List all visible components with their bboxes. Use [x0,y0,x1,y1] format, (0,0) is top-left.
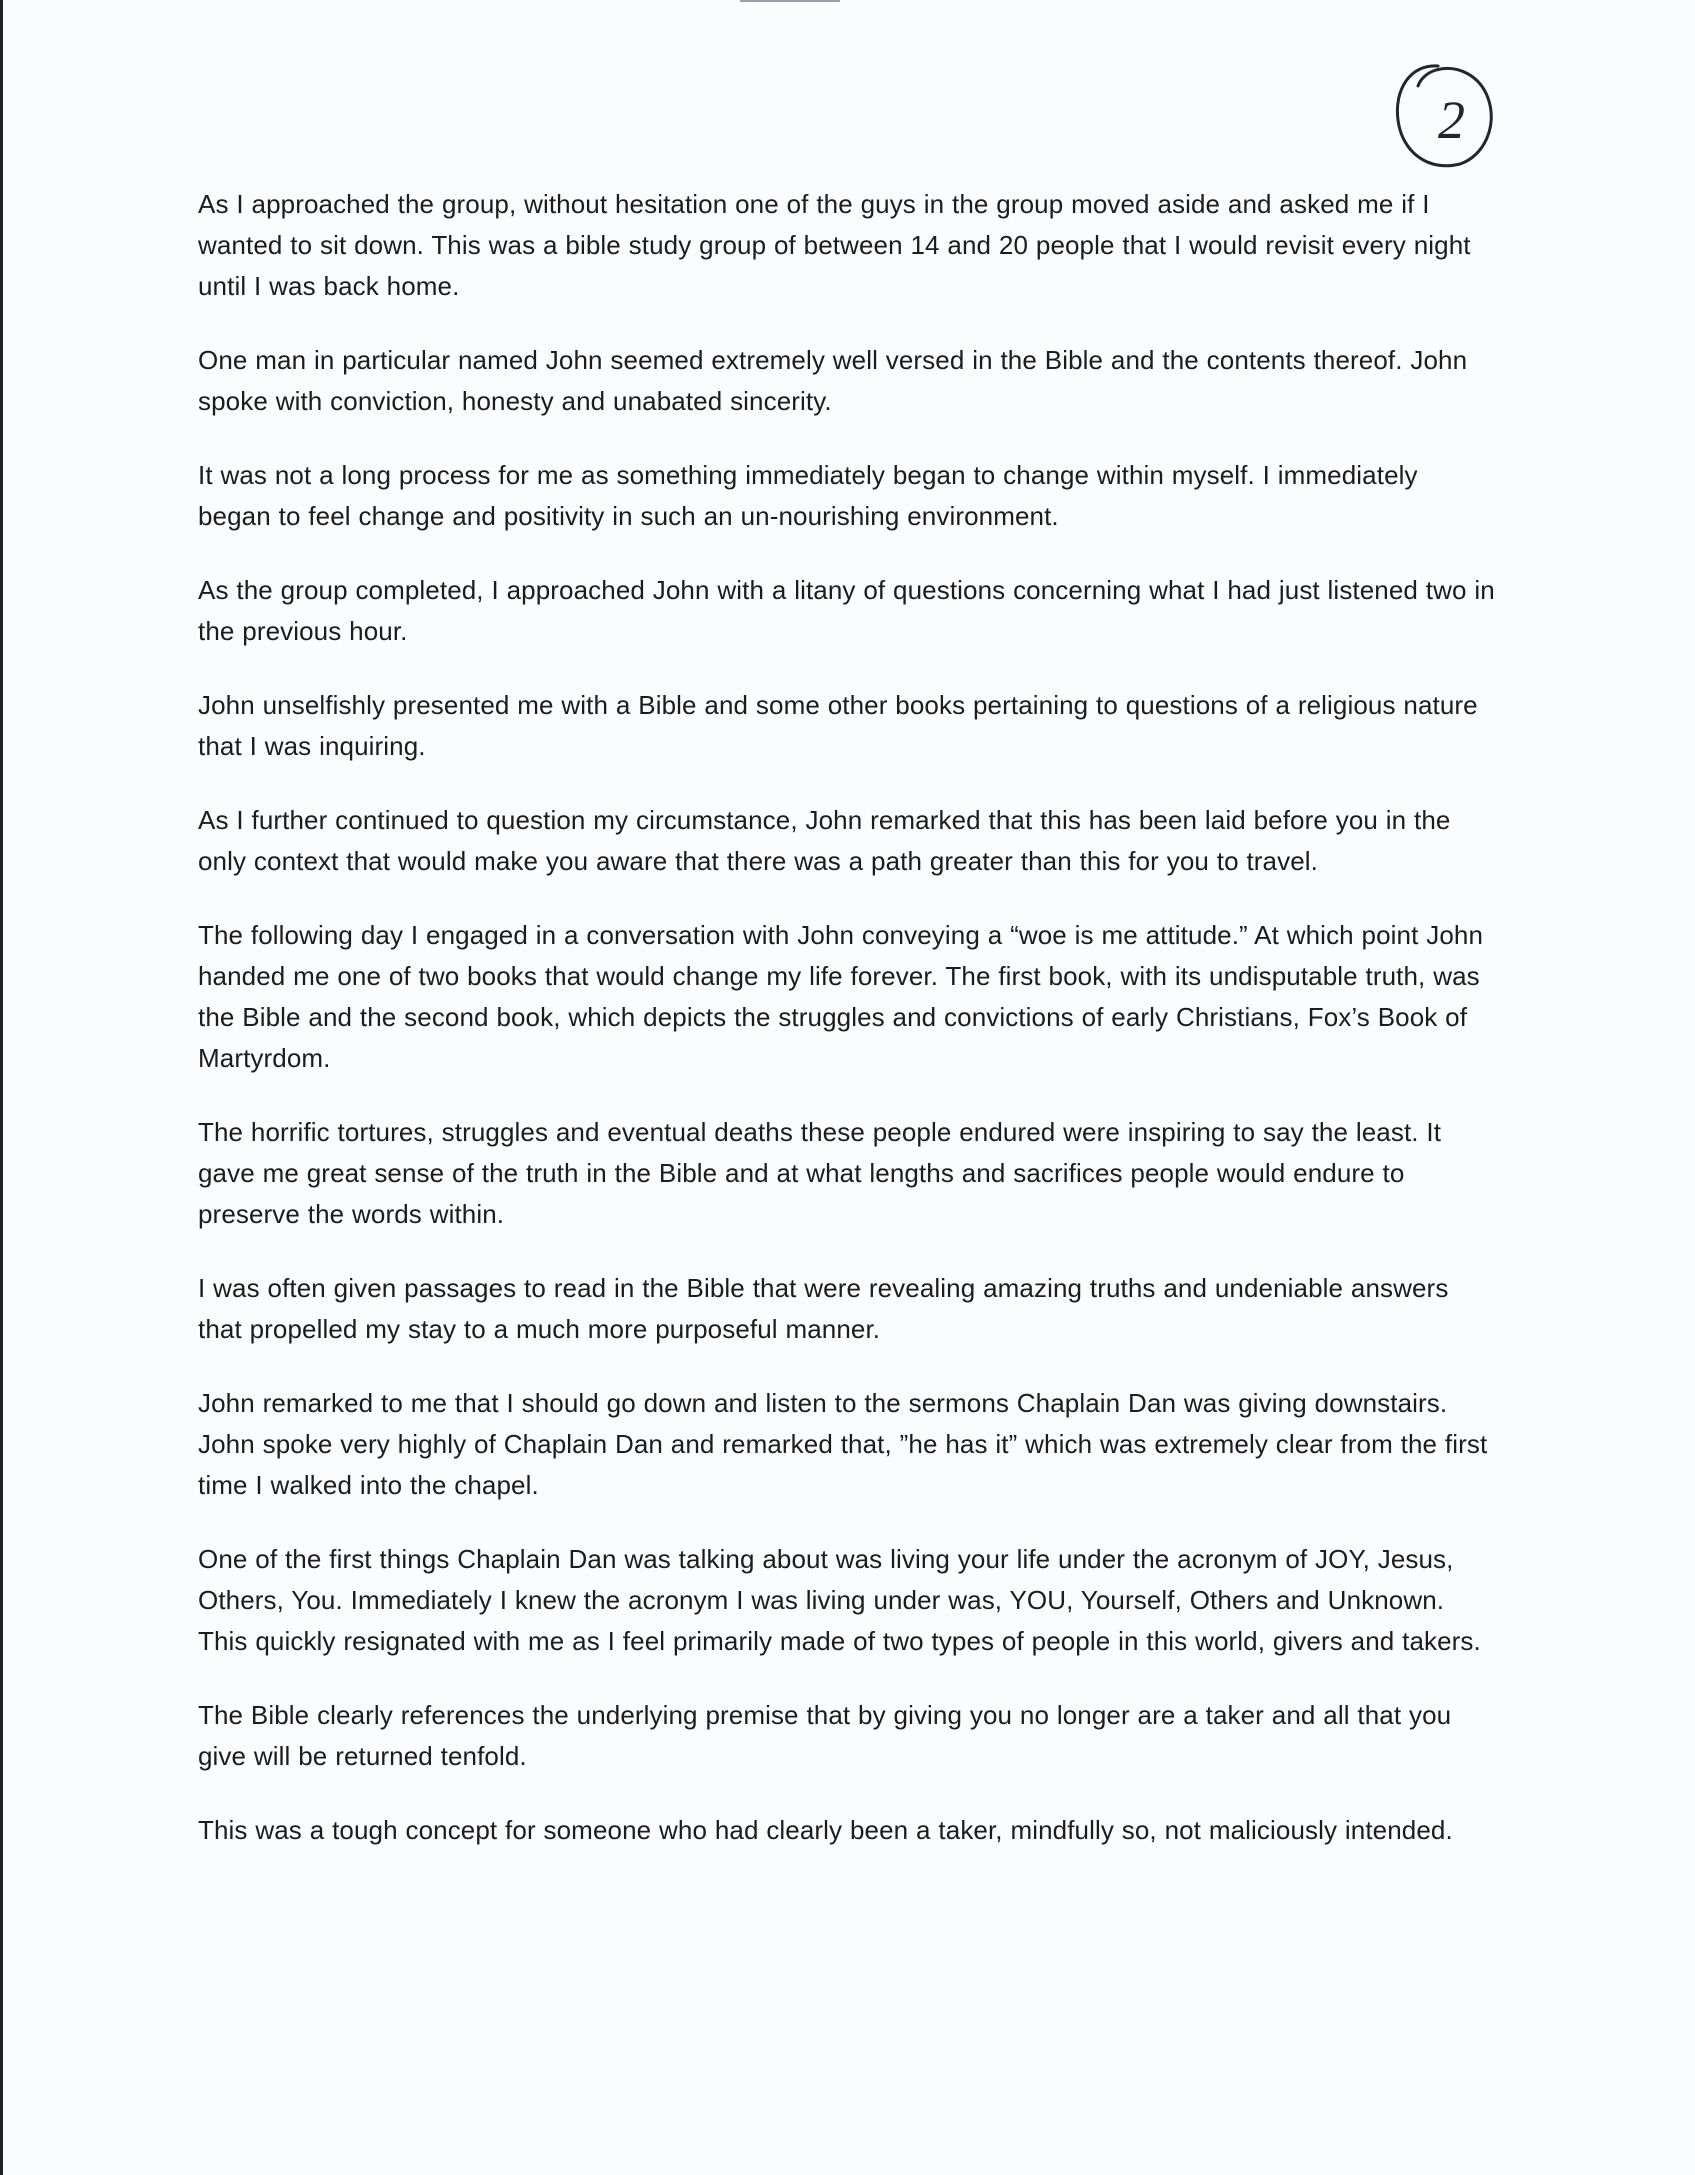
paragraph-7: The following day I engaged in a conversation with John conveying a “woe is me attitude.” At which point John handed me one of two books that would change my life forever. The first book, with its undisputable truth, was the Bible and the second book, which depicts the struggles and convictions of early Christians, Fox’s Book of Martyrdom. [198,920,1484,1073]
paragraph-9: I was often given passages to read in the Bible that were revealing amazing truths and undeniable answers that propelled my stay to a much more purposeful manner. [198,1273,1449,1344]
paragraph-1: As I approached the group, without hesitation one of the guys in the group moved aside and asked me if I wanted to sit down. This was a bible study group of between 14 and 20 people that I would revisit every night until I was back home. [198,189,1471,301]
circled-page-number-icon [1380,60,1500,180]
paragraph-5: John unselfishly presented me with a Bible and some other books pertaining to questions of a religious nature that I was inquiring. [198,690,1478,761]
paragraph-8: The horrific tortures, struggles and eventual deaths these people endured were inspiring to say the least. It gave me great sense of the truth in the Bible and at what lengths and sacrifices people would endure to preserve the words within. [198,1117,1442,1229]
paragraph-4: As the group completed, I approached John with a litany of questions concerning what I had just listened two in the previous hour. [198,575,1495,646]
paragraph-6: As I further continued to question my circumstance, John remarked that this has been laid before you in the only context that would make you aware that there was a path greater than this for you to travel. [198,805,1451,876]
paragraph-10: John remarked to me that I should go down and listen to the sermons Chaplain Dan was giving downstairs. John spoke very highly of Chaplain Dan and remarked that, ”he has it” which was extremely clear from the first time I walked into the chapel. [198,1388,1488,1500]
body-text [198,184,1498,1884]
top-scan-mark [740,0,840,2]
circled-page-number-drawing [1380,60,1500,180]
page-number-label: 2 [1438,90,1465,150]
paragraph-3: It was not a long process for me as something immediately began to change within myself. I immediately began to feel change and positivity in such an un-nourishing environment. [198,460,1418,531]
paragraph-11: One of the first things Chaplain Dan was talking about was living your life under the acronym of JOY, Jesus, Others, You. Immediately I knew the acronym I was living under was, YOU, Yourself, Others and Unknown. This quickly resignated with me as I feel primarily made of two types of people in this world, givers and takers. [198,1544,1481,1656]
paragraph-2: One man in particular named John seemed extremely well versed in the Bible and the contents thereof. John spoke with conviction, honesty and unabated sincerity. [198,345,1468,416]
paragraph-12: The Bible clearly references the underlying premise that by giving you no longer are a taker and all that you give will be returned tenfold. [198,1700,1452,1771]
paragraph-13: This was a tough concept for someone who had clearly been a taker, mindfully so, not maliciously intended. [198,1815,1453,1845]
scan-edge [0,0,3,2175]
